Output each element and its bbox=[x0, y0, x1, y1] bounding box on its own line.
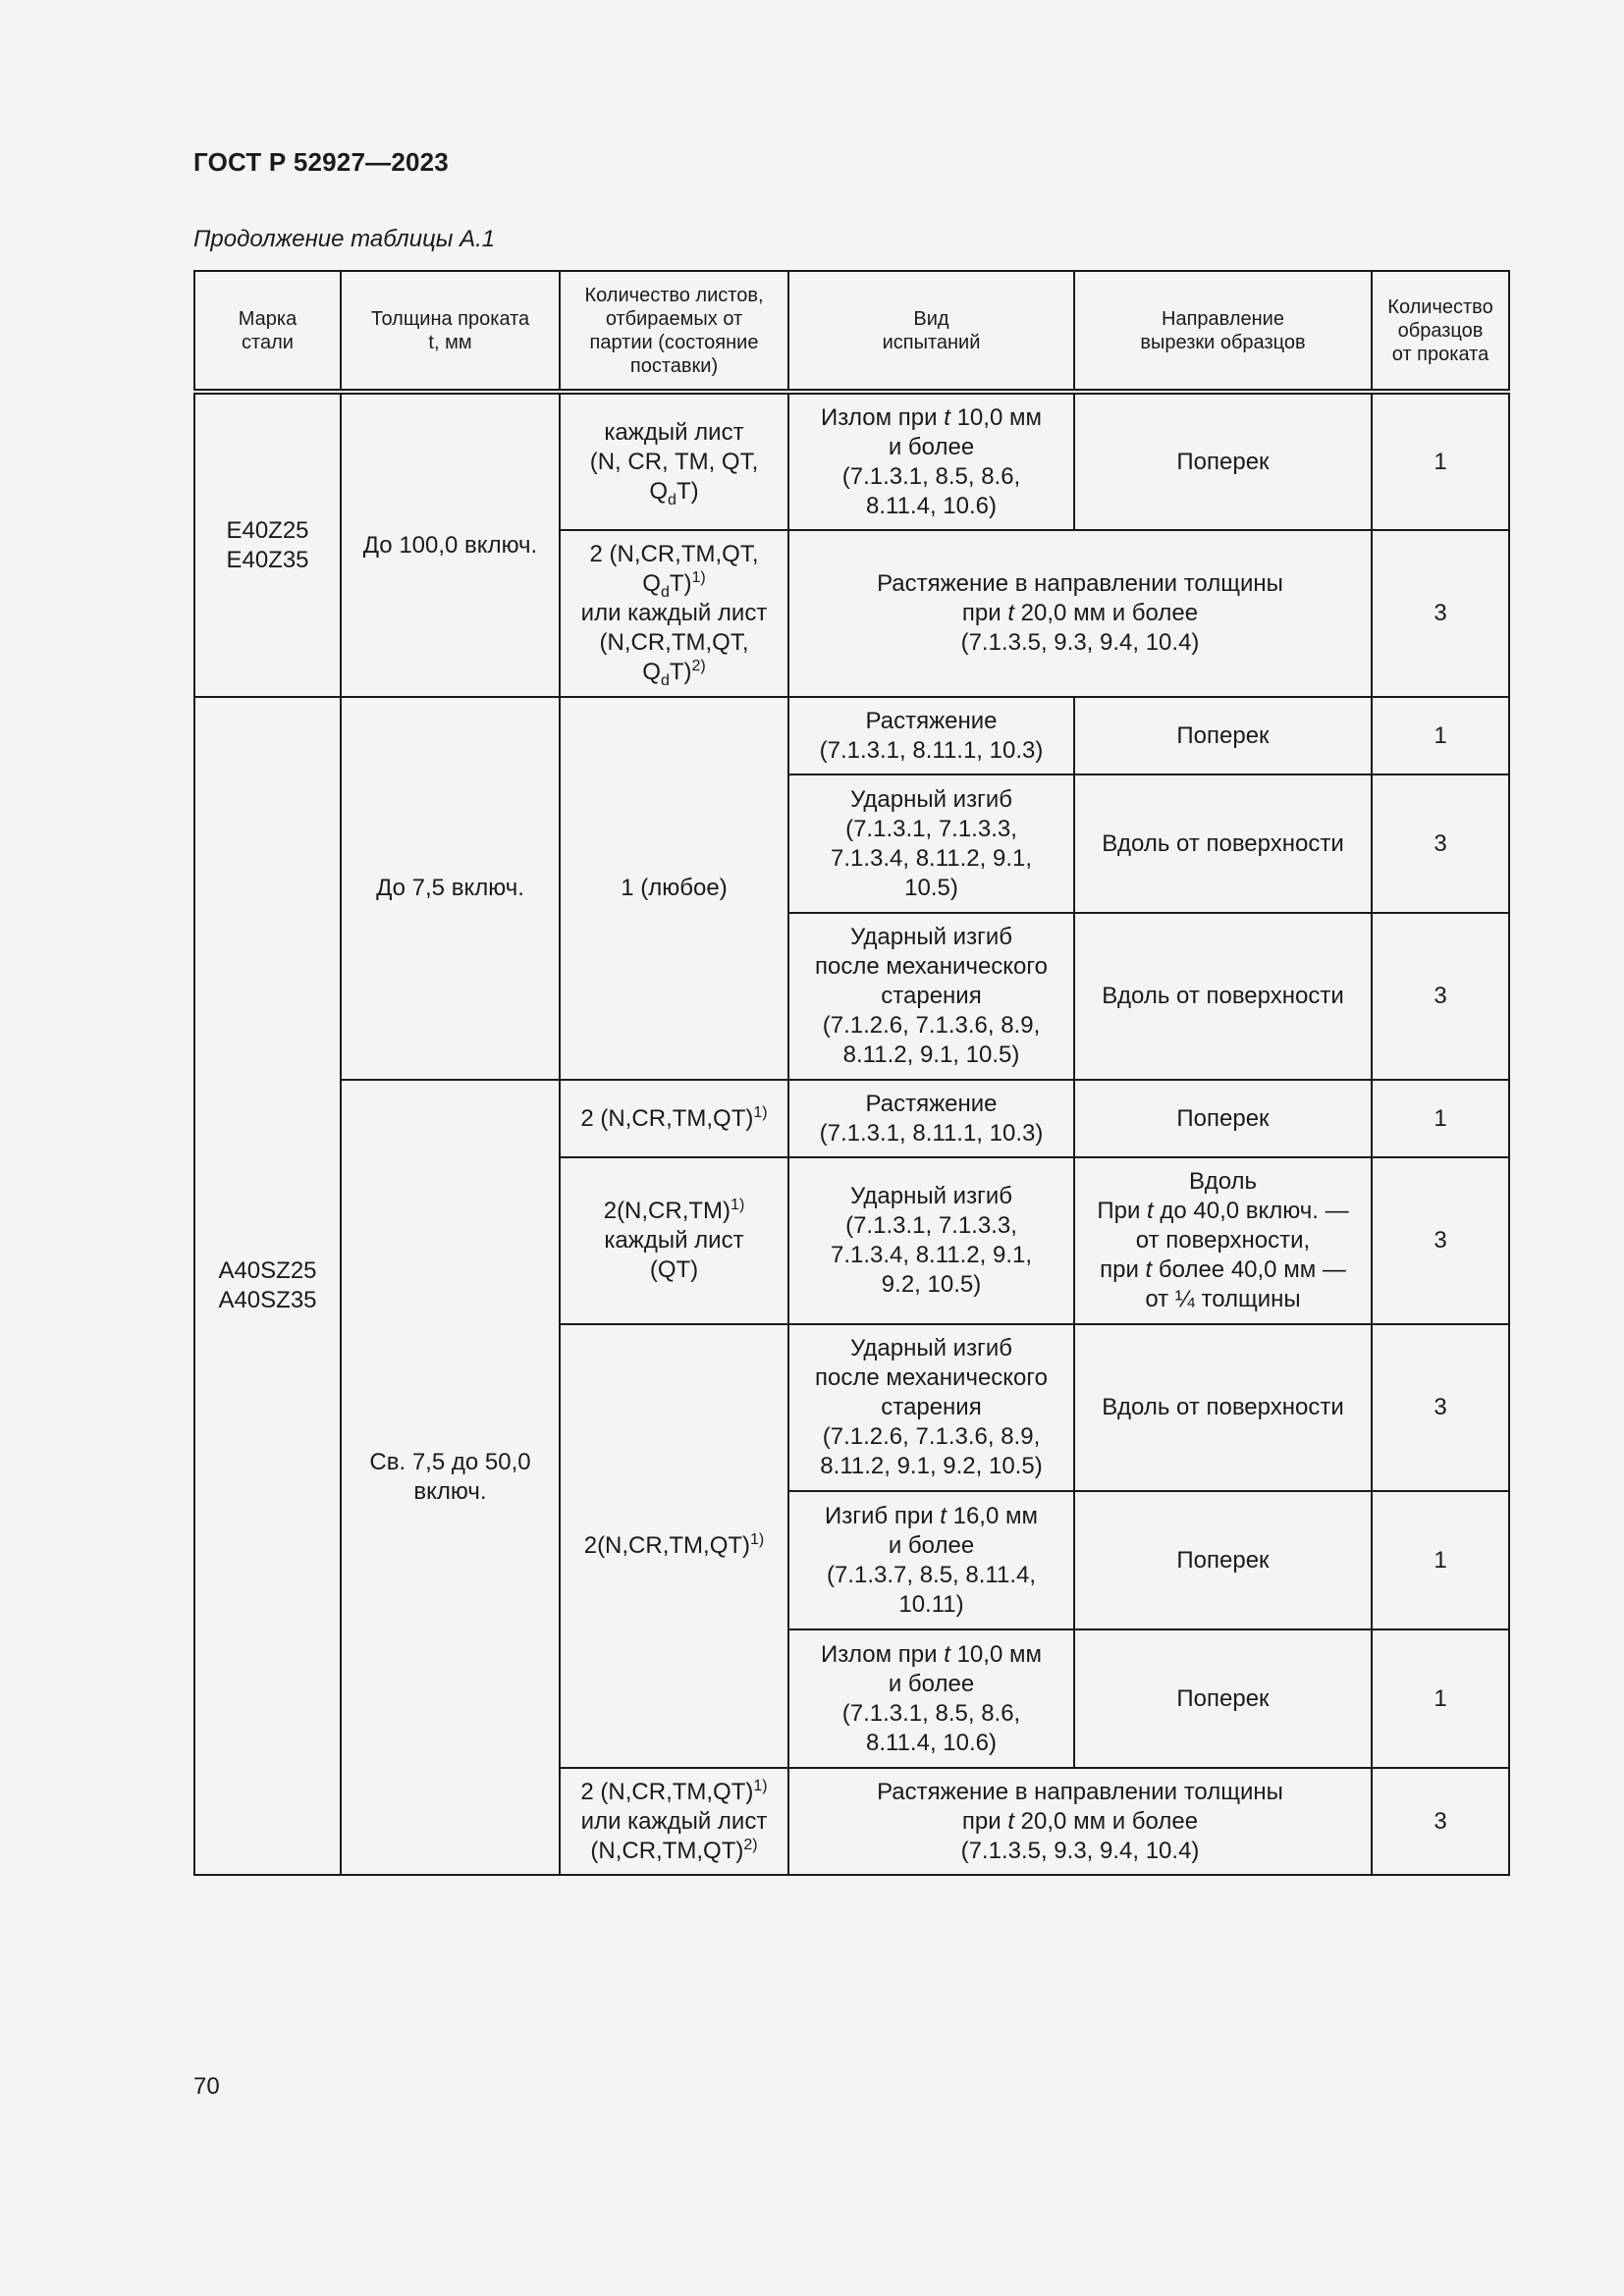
test-type-cell: Изгиб при t 16,0 мм и более (7.1.3.7, 8.5, 8.11.4, 10.11) bbox=[788, 1491, 1074, 1629]
cut-direction-cell: Поперек bbox=[1074, 1080, 1372, 1157]
test-type-cell: Ударный изгиб (7.1.3.1, 7.1.3.3, 7.1.3.4, 8.11.2, 9.1, 10.5) bbox=[788, 774, 1074, 913]
specimen-count-cell: 3 bbox=[1372, 1324, 1509, 1491]
sheet-count-cell: $2(N,CR,TM,QT)^{1)}$ bbox=[560, 1324, 788, 1768]
test-type-cell: Излом при t 10,0 мм и более (7.1.3.1, 8.5, 8.6, 8.11.4, 10.6) bbox=[788, 1629, 1074, 1768]
sheet-count-cell: каждый лист (N, CR, TM, QT, $Q_dT$) bbox=[560, 392, 788, 530]
specimen-count-cell: 3 bbox=[1372, 774, 1509, 913]
sheet-count-cell: $2(N,CR,TM)^{1)}$ каждый лист (QT) bbox=[560, 1157, 788, 1324]
table-header-row bbox=[194, 271, 1509, 392]
table-row bbox=[194, 1080, 1509, 1157]
cut-direction-cell: Поперек bbox=[1074, 1629, 1372, 1768]
specimen-count-cell: 3 bbox=[1372, 1157, 1509, 1324]
test-type-cell: Растяжение в направлении толщины при t 20,0 мм и более (7.1.3.5, 9.3, 9.4, 10.4) bbox=[788, 530, 1372, 697]
specimen-table bbox=[193, 270, 1510, 1876]
thickness-cell: Св. 7,5 до 50,0 включ. bbox=[341, 1080, 560, 1875]
col-header-sheet-count: Количество листов, отбираемых от партии (состояние поставки) bbox=[560, 271, 788, 392]
specimen-count-cell: 1 bbox=[1372, 1491, 1509, 1629]
page-number: 70 bbox=[193, 2073, 220, 2100]
thickness-cell: До 100,0 включ. bbox=[341, 392, 560, 697]
test-type-cell: Растяжение (7.1.3.1, 8.11.1, 10.3) bbox=[788, 697, 1074, 774]
cut-direction-cell: Вдоль от поверхности bbox=[1074, 1324, 1372, 1491]
sheet-count-cell: 2 (N,CR,TM,QT, $Q_dT)^{1)}$ или каждый лист (N,CR,TM,QT, $Q_dT)^{2)}$ bbox=[560, 530, 788, 697]
col-header-specimen-count: Количество образцов от проката bbox=[1372, 271, 1509, 392]
specimen-count-cell: 1 bbox=[1372, 1080, 1509, 1157]
cut-direction-cell: Вдоль При t до 40,0 включ. — от поверхности, при t более 40,0 мм — от ¼ толщины bbox=[1074, 1157, 1372, 1324]
cut-direction-cell: Поперек bbox=[1074, 697, 1372, 774]
table-row bbox=[194, 697, 1509, 774]
specimen-count-cell: 1 bbox=[1372, 1629, 1509, 1768]
test-type-cell: Излом при t 10,0 мм и более (7.1.3.1, 8.5, 8.6, 8.11.4, 10.6) bbox=[788, 392, 1074, 530]
thickness-cell: До 7,5 включ. bbox=[341, 697, 560, 1080]
cut-direction-cell: Поперек bbox=[1074, 392, 1372, 530]
col-header-thickness: Толщина проката t, мм bbox=[341, 271, 560, 392]
col-header-test-type: Вид испытаний bbox=[788, 271, 1074, 392]
test-type-cell: Растяжение (7.1.3.1, 8.11.1, 10.3) bbox=[788, 1080, 1074, 1157]
table-row bbox=[194, 392, 1509, 530]
sheet-count-cell: 2 $(N,CR,TM,QT)^{1)}$ bbox=[560, 1080, 788, 1157]
col-header-grade: Марка стали bbox=[194, 271, 341, 392]
specimen-count-cell: 3 bbox=[1372, 913, 1509, 1080]
cut-direction-cell: Вдоль от поверхности bbox=[1074, 774, 1372, 913]
sheet-count-cell: 1 (любое) bbox=[560, 697, 788, 1080]
steel-grade-cell: E40Z25 E40Z35 bbox=[194, 392, 341, 697]
specimen-count-cell: 1 bbox=[1372, 697, 1509, 774]
specimen-count-cell: 1 bbox=[1372, 392, 1509, 530]
test-type-cell: Ударный изгиб после механического старения (7.1.2.6, 7.1.3.6, 8.9, 8.11.2, 9.1, 10.5) bbox=[788, 913, 1074, 1080]
cut-direction-cell: Поперек bbox=[1074, 1491, 1372, 1629]
test-type-cell: Ударный изгиб после механического старения (7.1.2.6, 7.1.3.6, 8.9, 8.11.2, 9.1, 9.2, 10.5) bbox=[788, 1324, 1074, 1491]
cut-direction-cell: Вдоль от поверхности bbox=[1074, 913, 1372, 1080]
test-type-cell: Ударный изгиб (7.1.3.1, 7.1.3.3, 7.1.3.4, 8.11.2, 9.1, 9.2, 10.5) bbox=[788, 1157, 1074, 1324]
document-code: ГОСТ Р 52927—2023 bbox=[193, 147, 449, 177]
specimen-count-cell: 3 bbox=[1372, 530, 1509, 697]
specimen-count-cell: 3 bbox=[1372, 1768, 1509, 1875]
sheet-count-cell: 2 $(N,CR,TM,QT)^{1)}$ или каждый лист $(N,CR,TM,QT)^{2)}$ bbox=[560, 1768, 788, 1875]
steel-grade-cell: A40SZ25 A40SZ35 bbox=[194, 697, 341, 1875]
test-type-cell: Растяжение в направлении толщины при t 20,0 мм и более (7.1.3.5, 9.3, 9.4, 10.4) bbox=[788, 1768, 1372, 1875]
col-header-cut-direction: Направление вырезки образцов bbox=[1074, 271, 1372, 392]
table-caption: Продолжение таблицы А.1 bbox=[193, 226, 496, 252]
